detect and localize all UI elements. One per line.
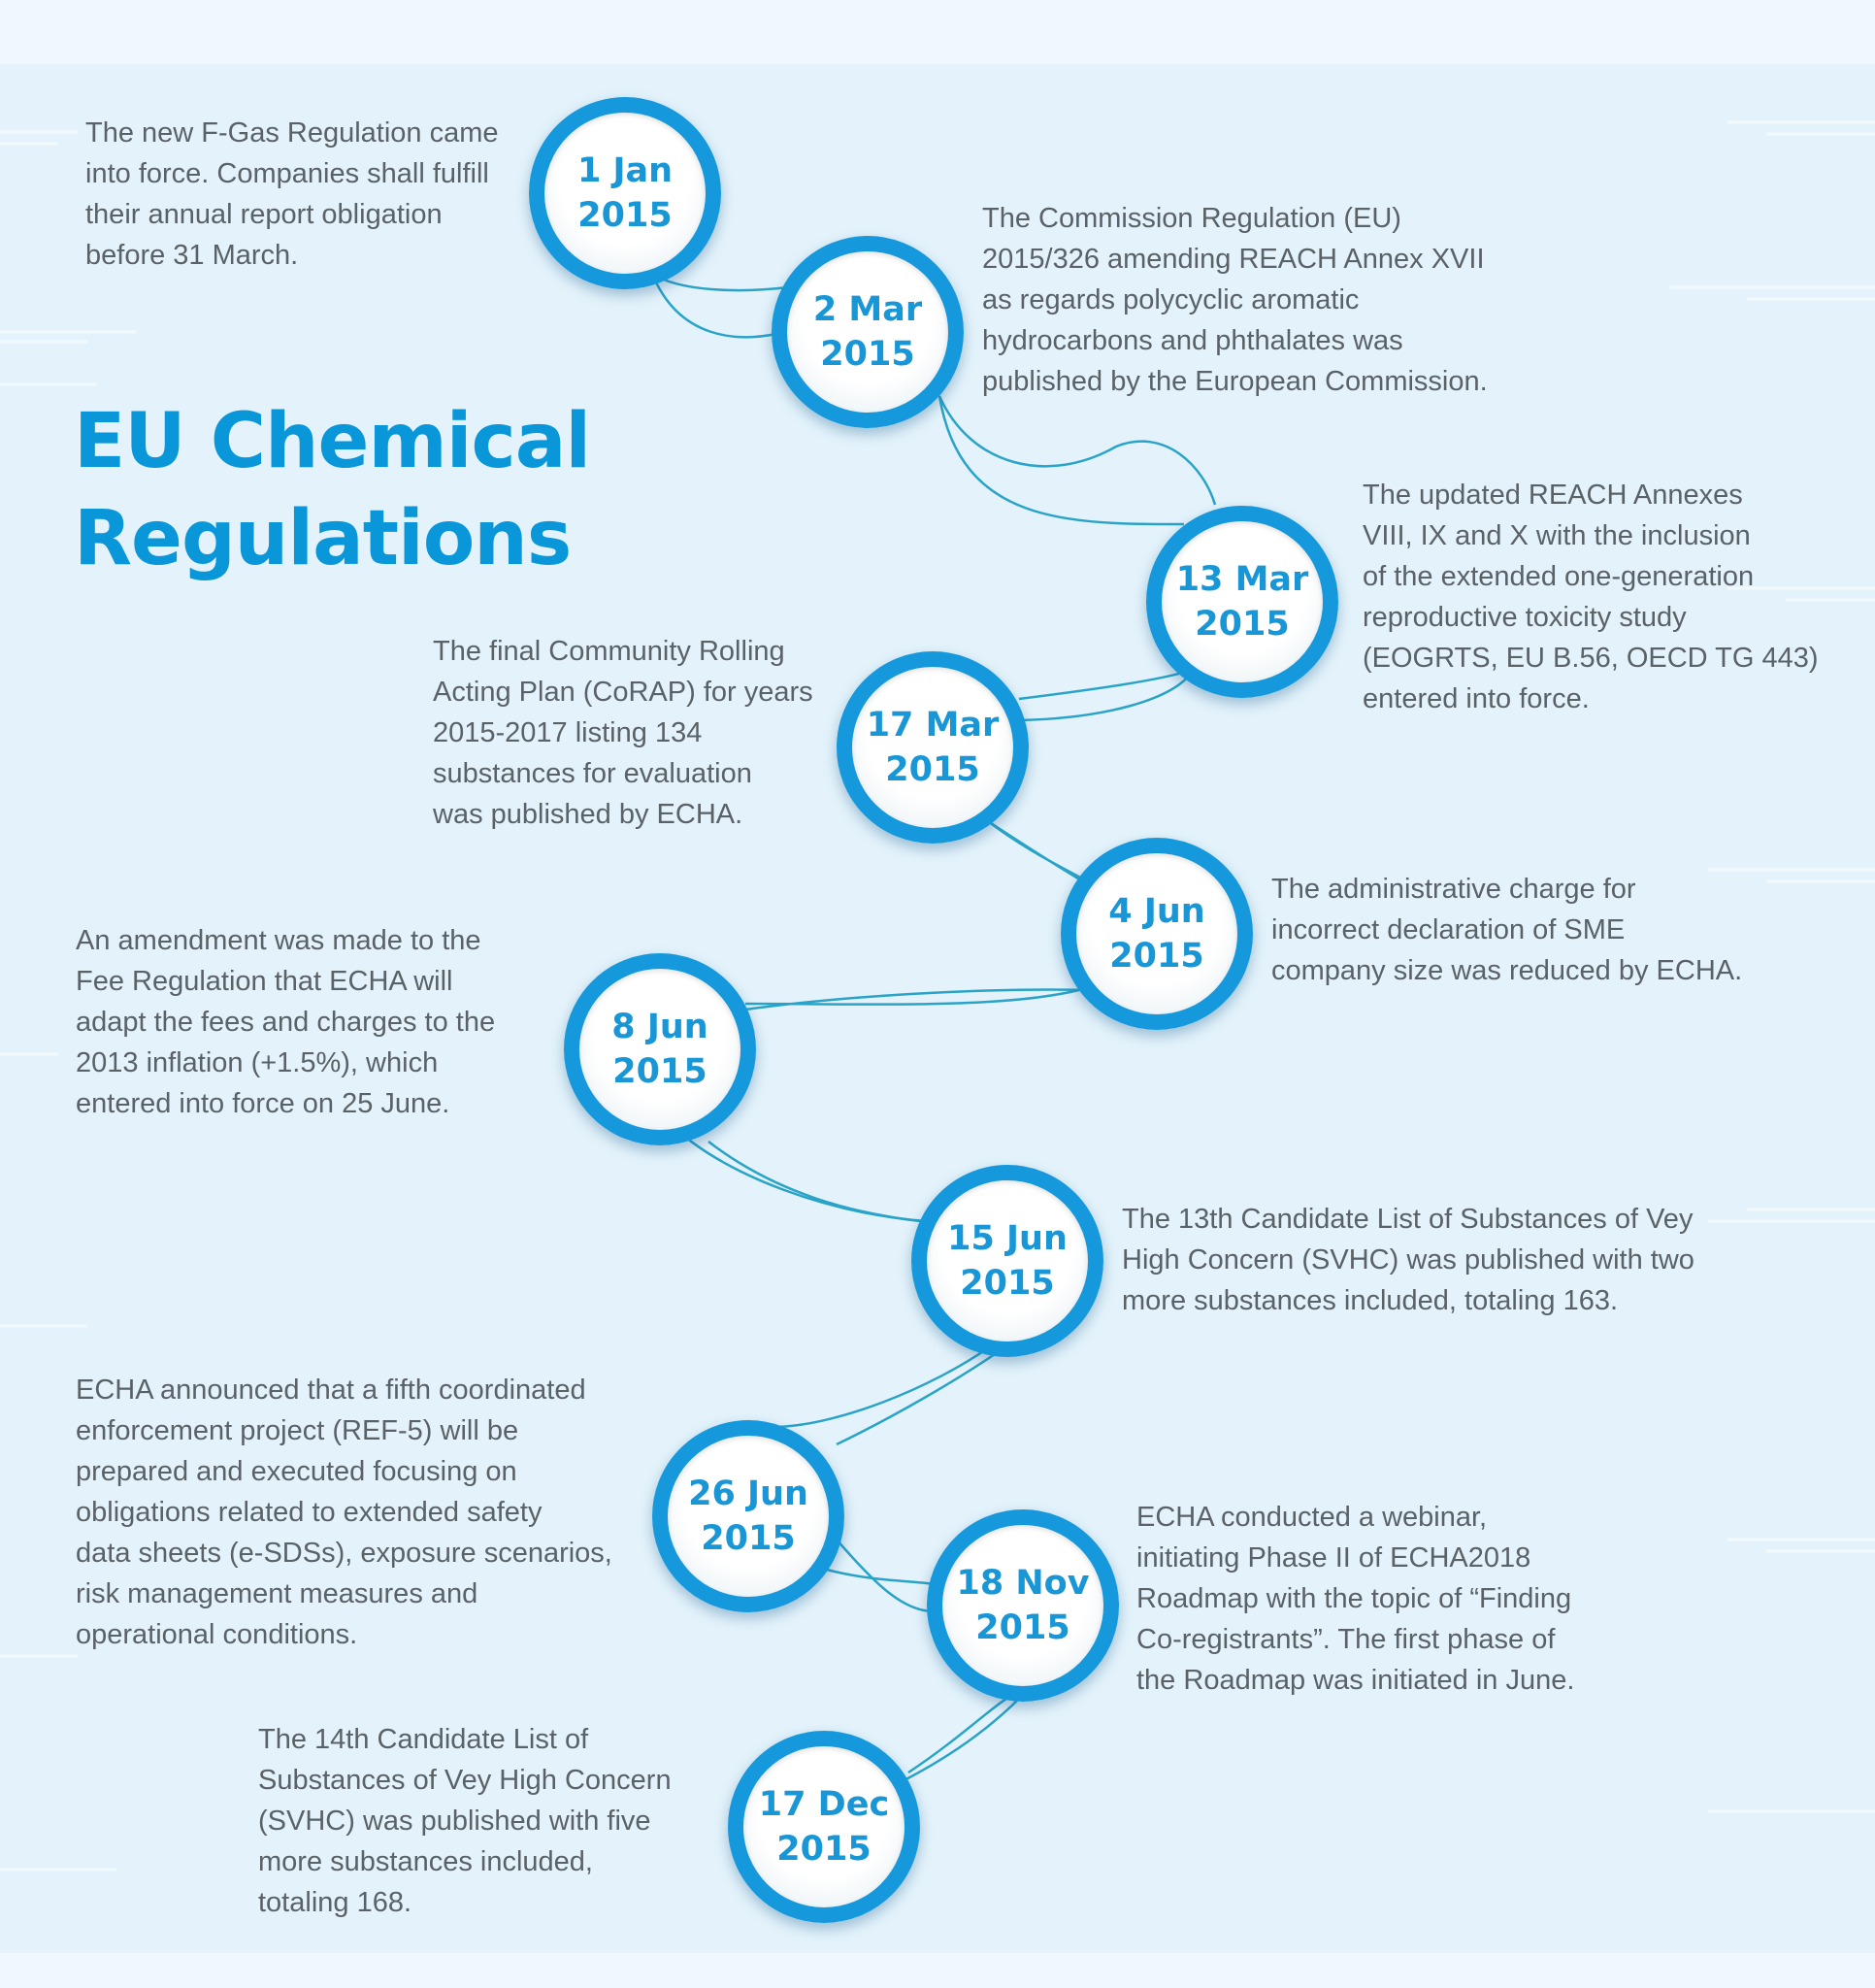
node-year-label: 2015 [885, 750, 980, 789]
timeline-node-17-dec [728, 1731, 920, 1923]
event-text-8-jun: An amendment was made to the Fee Regulation that ECHA will adapt the fees and charges to the 2013 inflation (+1.5%), which entered into force on 25 June. [76, 925, 496, 1119]
node-date-label: 13 Mar [1175, 560, 1309, 599]
node-date-label: 1 Jan [576, 151, 674, 190]
node-date-label: 4 Jun [1108, 892, 1205, 931]
timeline-node-2-mar [772, 236, 964, 428]
node-date-label: 2 Mar [812, 290, 923, 329]
node-year-label: 2015 [1109, 937, 1204, 976]
event-text-15-jun: The 13th Candidate List of Substances of Vey High Concern (SVHC) was published with two more substances included, totaling 163. [1122, 1204, 1694, 1316]
timeline-node-4-jun [1061, 838, 1253, 1030]
timeline-node-26-jun [652, 1420, 844, 1612]
event-text-26-jun: ECHA announced that a fifth coordinated enforcement project (REF-5) will be prepared and executed focusing on obligations related to extended safety data sheets (e-SDSs), exposure scenarios, risk management measures and operational conditions. [76, 1375, 612, 1650]
node-date-label: 18 Nov [956, 1564, 1090, 1603]
node-year-label: 2015 [820, 335, 915, 374]
event-text-17-dec: The 14th Candidate List of Substances of Vey High Concern (SVHC) was published with five more substances included, totaling 168. [258, 1724, 672, 1918]
timeline-node-15-jun [911, 1165, 1103, 1357]
timeline-node-1-jan [529, 97, 721, 289]
node-year-label: 2015 [612, 1052, 707, 1091]
event-text-2-mar: The Commission Regulation (EU) 2015/326 amending REACH Annex XVII as regards polycyclic aromatic hydrocarbons and phthalates was published by the European Commission. [982, 203, 1488, 397]
node-year-label: 2015 [1195, 605, 1290, 644]
event-text-17-mar: The final Community Rolling Acting Plan (CoRAP) for years 2015-2017 listing 134 substances for evaluation was published by ECHA. [433, 636, 813, 830]
timeline-node-17-mar [837, 651, 1029, 844]
timeline-node-8-jun [564, 953, 756, 1145]
event-text-13-mar: The updated REACH Annexes VIII, IX and X with the inclusion of the extended one-generation reproductive toxicity study (EOGRTS, EU B.56, OECD TG 443) entered into force. [1363, 480, 1819, 714]
node-year-label: 2015 [975, 1608, 1070, 1647]
node-date-label: 26 Jun [688, 1474, 808, 1513]
node-year-label: 2015 [960, 1264, 1055, 1303]
node-year-label: 2015 [776, 1830, 872, 1869]
event-text-1-jan: The new F-Gas Regulation came into force. Companies shall fulfill their annual report obligation before 31 March. [85, 117, 499, 271]
node-year-label: 2015 [701, 1519, 796, 1558]
node-date-label: 15 Jun [947, 1219, 1068, 1258]
node-date-label: 17 Mar [866, 706, 1000, 745]
event-text-4-jun: The administrative charge for incorrect declaration of SME company size was reduced by ECHA. [1271, 874, 1743, 986]
timeline-node-18-nov [927, 1509, 1119, 1702]
page-title: EU Chemical Regulations [74, 398, 591, 582]
node-year-label: 2015 [577, 196, 673, 235]
event-text-18-nov: ECHA conducted a webinar, initiating Phase II of ECHA2018 Roadmap with the topic of “Finding Co-registrants”. The first phase of the Roadmap was initiated in June. [1136, 1502, 1575, 1696]
node-date-label: 8 Jun [611, 1008, 708, 1046]
node-date-label: 17 Dec [758, 1785, 890, 1824]
timeline-node-13-mar [1146, 506, 1338, 698]
